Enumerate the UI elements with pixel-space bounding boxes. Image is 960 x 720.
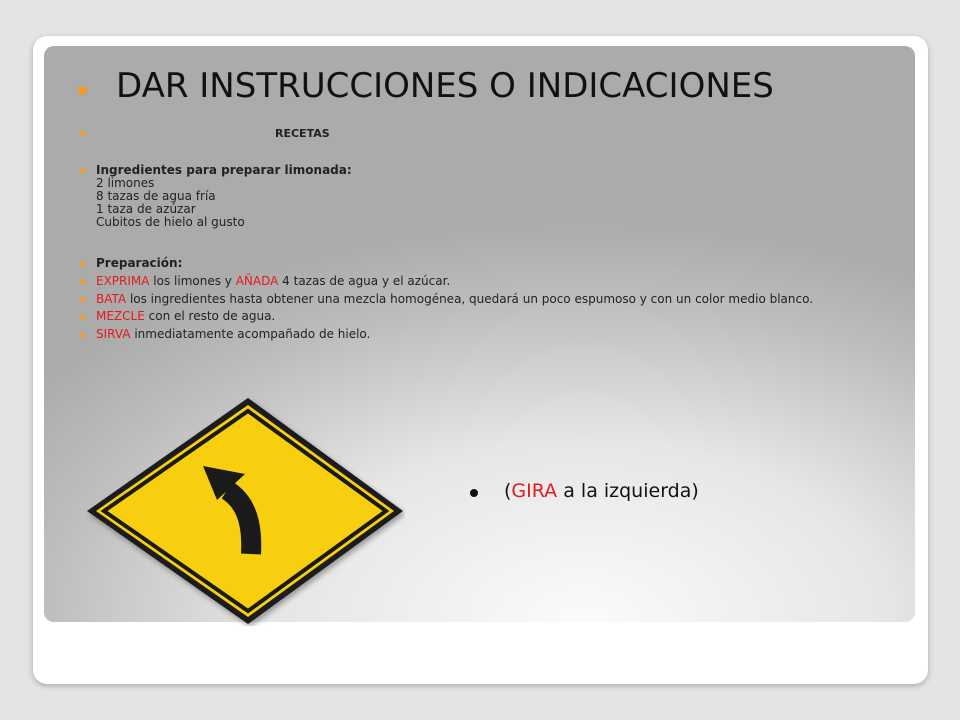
title-bullet: [78, 86, 87, 95]
step-line: [96, 309, 275, 323]
gira-verb: GIRA: [511, 480, 558, 502]
step-verb: BATA: [96, 292, 127, 306]
recetas-label: RECETAS: [275, 127, 330, 140]
curve-left-road-sign-icon: [85, 396, 405, 626]
slide-title: DAR INSTRUCCIONES O INDICACIONES: [116, 66, 774, 106]
step-text: 4 tazas de agua y el azúcar.: [278, 274, 451, 288]
step-verb: SIRVA: [96, 327, 131, 341]
step-bullet: [80, 297, 85, 302]
ingredient-item: 1 taza de azúzar: [96, 202, 196, 216]
step-verb: AÑADA: [235, 274, 279, 288]
gira-caption: [504, 480, 699, 502]
step-line: [96, 292, 813, 306]
step-text: inmediatamente acompañado de hielo.: [130, 327, 371, 341]
step-bullet: [80, 333, 85, 338]
step-bullet: [80, 315, 85, 320]
step-text: con el resto de agua.: [144, 309, 276, 323]
ingredient-item: 2 limones: [96, 176, 155, 190]
ingredient-item: 8 tazas de agua fría: [96, 189, 216, 203]
step-verb: MEZCLE: [96, 309, 145, 323]
recetas-bullet: [80, 131, 85, 136]
ingredients-heading: Ingredientes para preparar limonada:: [96, 163, 352, 177]
step-text: los ingredientes hasta obtener una mezcla homogénea, quedará un poco espumoso y con un color medio blanco.: [126, 292, 814, 306]
ingredients-bullet: [80, 168, 85, 173]
preparacion-heading: Preparación:: [96, 256, 183, 270]
step-line: [96, 274, 450, 288]
preparacion-bullet: [80, 261, 85, 266]
step-text: los limones y: [149, 274, 236, 288]
ingredient-item: Cubitos de hielo al gusto: [96, 215, 245, 229]
step-verb: EXPRIMA: [96, 274, 150, 288]
step-line: [96, 327, 370, 341]
step-bullet: [80, 279, 85, 284]
gira-rest: a la izquierda): [557, 480, 699, 502]
gira-open-paren: (: [504, 480, 512, 502]
gira-bullet: [470, 489, 478, 497]
